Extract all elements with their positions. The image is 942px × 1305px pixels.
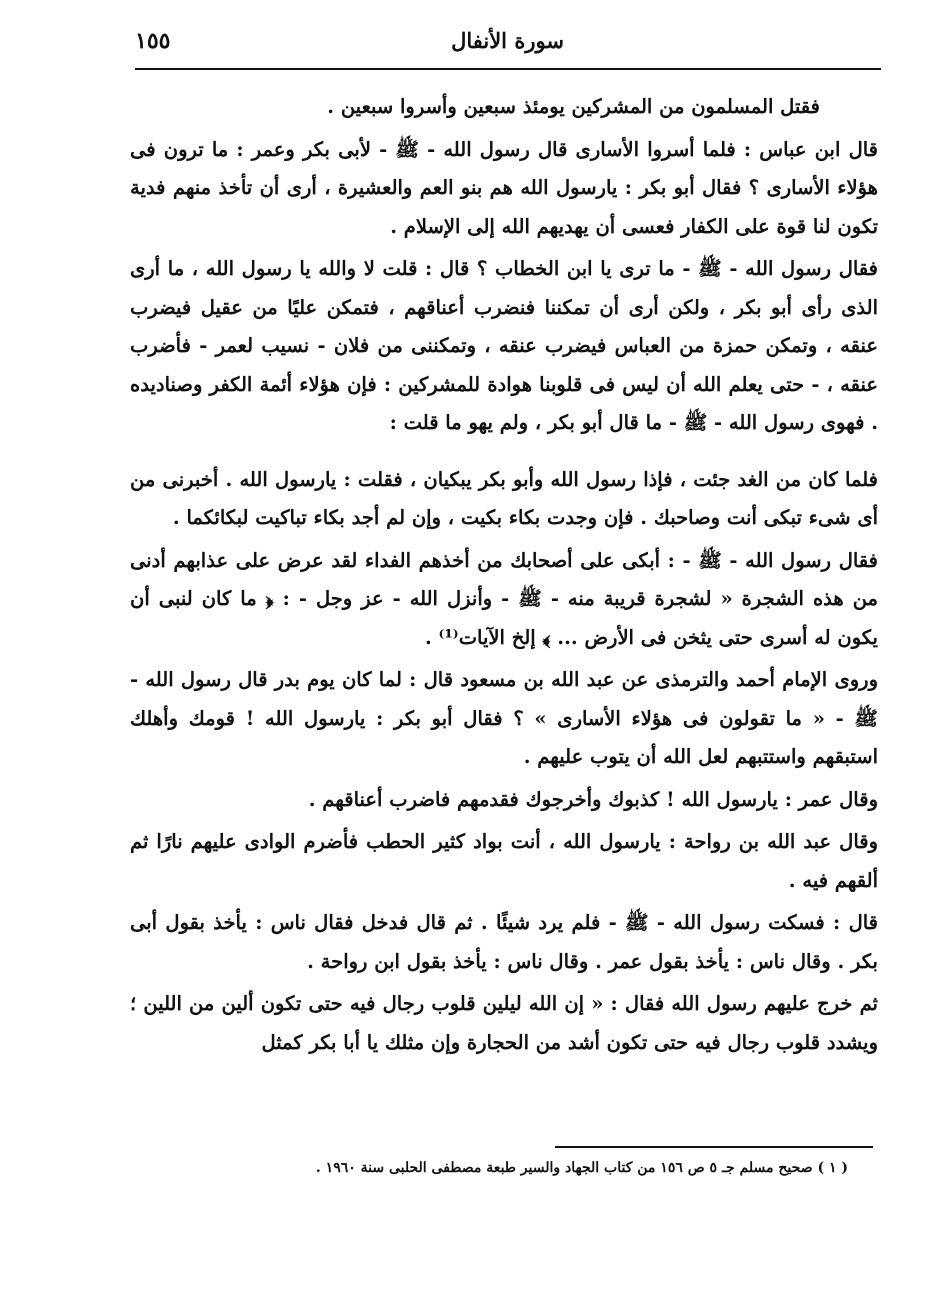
paragraph: ثم خرج عليهم رسول الله فقال : « إن الله ليلين قلوب رجال فيه حتى تكون ألين من اللين ؛ ويشدد قلوب رجال فيه حتى تكون أشد من الحجارة وإن مثلك يا أبا بكر كمثل	[130, 992, 878, 1054]
page-number: ١٥٥	[135, 28, 171, 54]
main-text	[130, 88, 878, 1062]
paragraph: فلما كان من الغد جئت ، فإذا رسول الله وأبو بكر يبكيان ، فقلت : يارسول الله . أخبرنى من أى شىء تبكى أنت وصاحبك . فإن وجدت بكاء بكيت ، وإن لم أجد بكاء تباكيت لبكائكما .	[130, 467, 878, 529]
paragraph: قال ابن عباس : فلما أسروا الأسارى قال رسول الله - ﷺ - لأبى بكر وعمر : ما ترون فى هؤلاء الأسارى ؟ فقال أبو بكر : يارسول الله هم بنو العم والعشيرة ، أرى أن تأخذ منهم فدية تكون لنا قوة على الكفار فعسى أن يهديهم الله إلى الإسلام .	[130, 137, 878, 238]
footnote-divider	[555, 1146, 873, 1148]
paragraph: فقتل المسلمون من المشركين يومئذ سبعين وأسروا سبعين .	[327, 95, 820, 118]
paragraph: قال : فسكت رسول الله - ﷺ - فلم يرد شيئًا . ثم قال فدخل فقال ناس : يأخذ بقول أبى بكر . وقال ناس : يأخذ بقول عمر . وقال ناس : يأخذ بقول ابن رواحة .	[130, 911, 878, 973]
paragraph: فقال رسول الله - ﷺ - ما ترى يا ابن الخطاب ؟ قال : قلت لا والله يا رسول الله ، ما أرى الذى رأى أبو بكر ، ولكن أرى أن تمكننا فنضرب أعناقهم ، فتمكن عليًا من عقيل فيضرب عنقه ، وتمكن حمزة من العباس فيضرب عنقه ، وتمكننى من فلان - نسيب لعمر - فأضرب عنقه ، - حتى يعلم الله أن ليس فى قلوبنا هوادة للمشركين : فإن هؤلاء أئمة الكفر وصناديده . فهوى رسول الله - ﷺ - ما قال أبو بكر ، ولم يهو ما قلت :	[130, 257, 878, 434]
header-divider	[135, 68, 881, 70]
running-title: سورة الأنفال	[451, 28, 564, 53]
page-header	[135, 20, 880, 66]
paragraph: وروى الإمام أحمد والترمذى عن عبد الله بن مسعود قال : لما كان يوم بدر قال رسول الله - ﷺ - « ما تقولون فى هؤلاء الأسارى » ؟ فقال أبو بكر : يارسول الله ! قومك وأهلك استبقهم واستتبهم لعل الله أن يتوب عليهم .	[130, 668, 878, 768]
paragraph: فقال رسول الله - ﷺ - : أبكى على أصحابك من أخذهم الفداء لقد عرض على عذابهم أدنى من هذه الشجرة « لشجرة قريبة منه - ﷺ - وأنزل الله - عز وجل - : ﴿ ما كان لنبى أن يكون له أسرى حتى يثخن فى الأرض ... ﴾ إلخ الآيات⁽¹⁾ .	[130, 548, 878, 649]
paragraph: وقال عبد الله بن رواحة : يارسول الله ، أنت بواد كثير الحطب فأضرم الوادى عليهم نارًا ثم ألقهم فيه .	[130, 830, 878, 892]
footnote: ( ١ ) صحيح مسلم جـ ٥ ص ١٥٦ من كتاب الجهاد والسير طبعة مصطفى الحلبى سنة ١٩٦٠ .	[315, 1160, 848, 1176]
paragraph: وقال عمر : يارسول الله ! كذبوك وأخرجوك فقدمهم فاضرب أعناقهم .	[308, 787, 878, 811]
